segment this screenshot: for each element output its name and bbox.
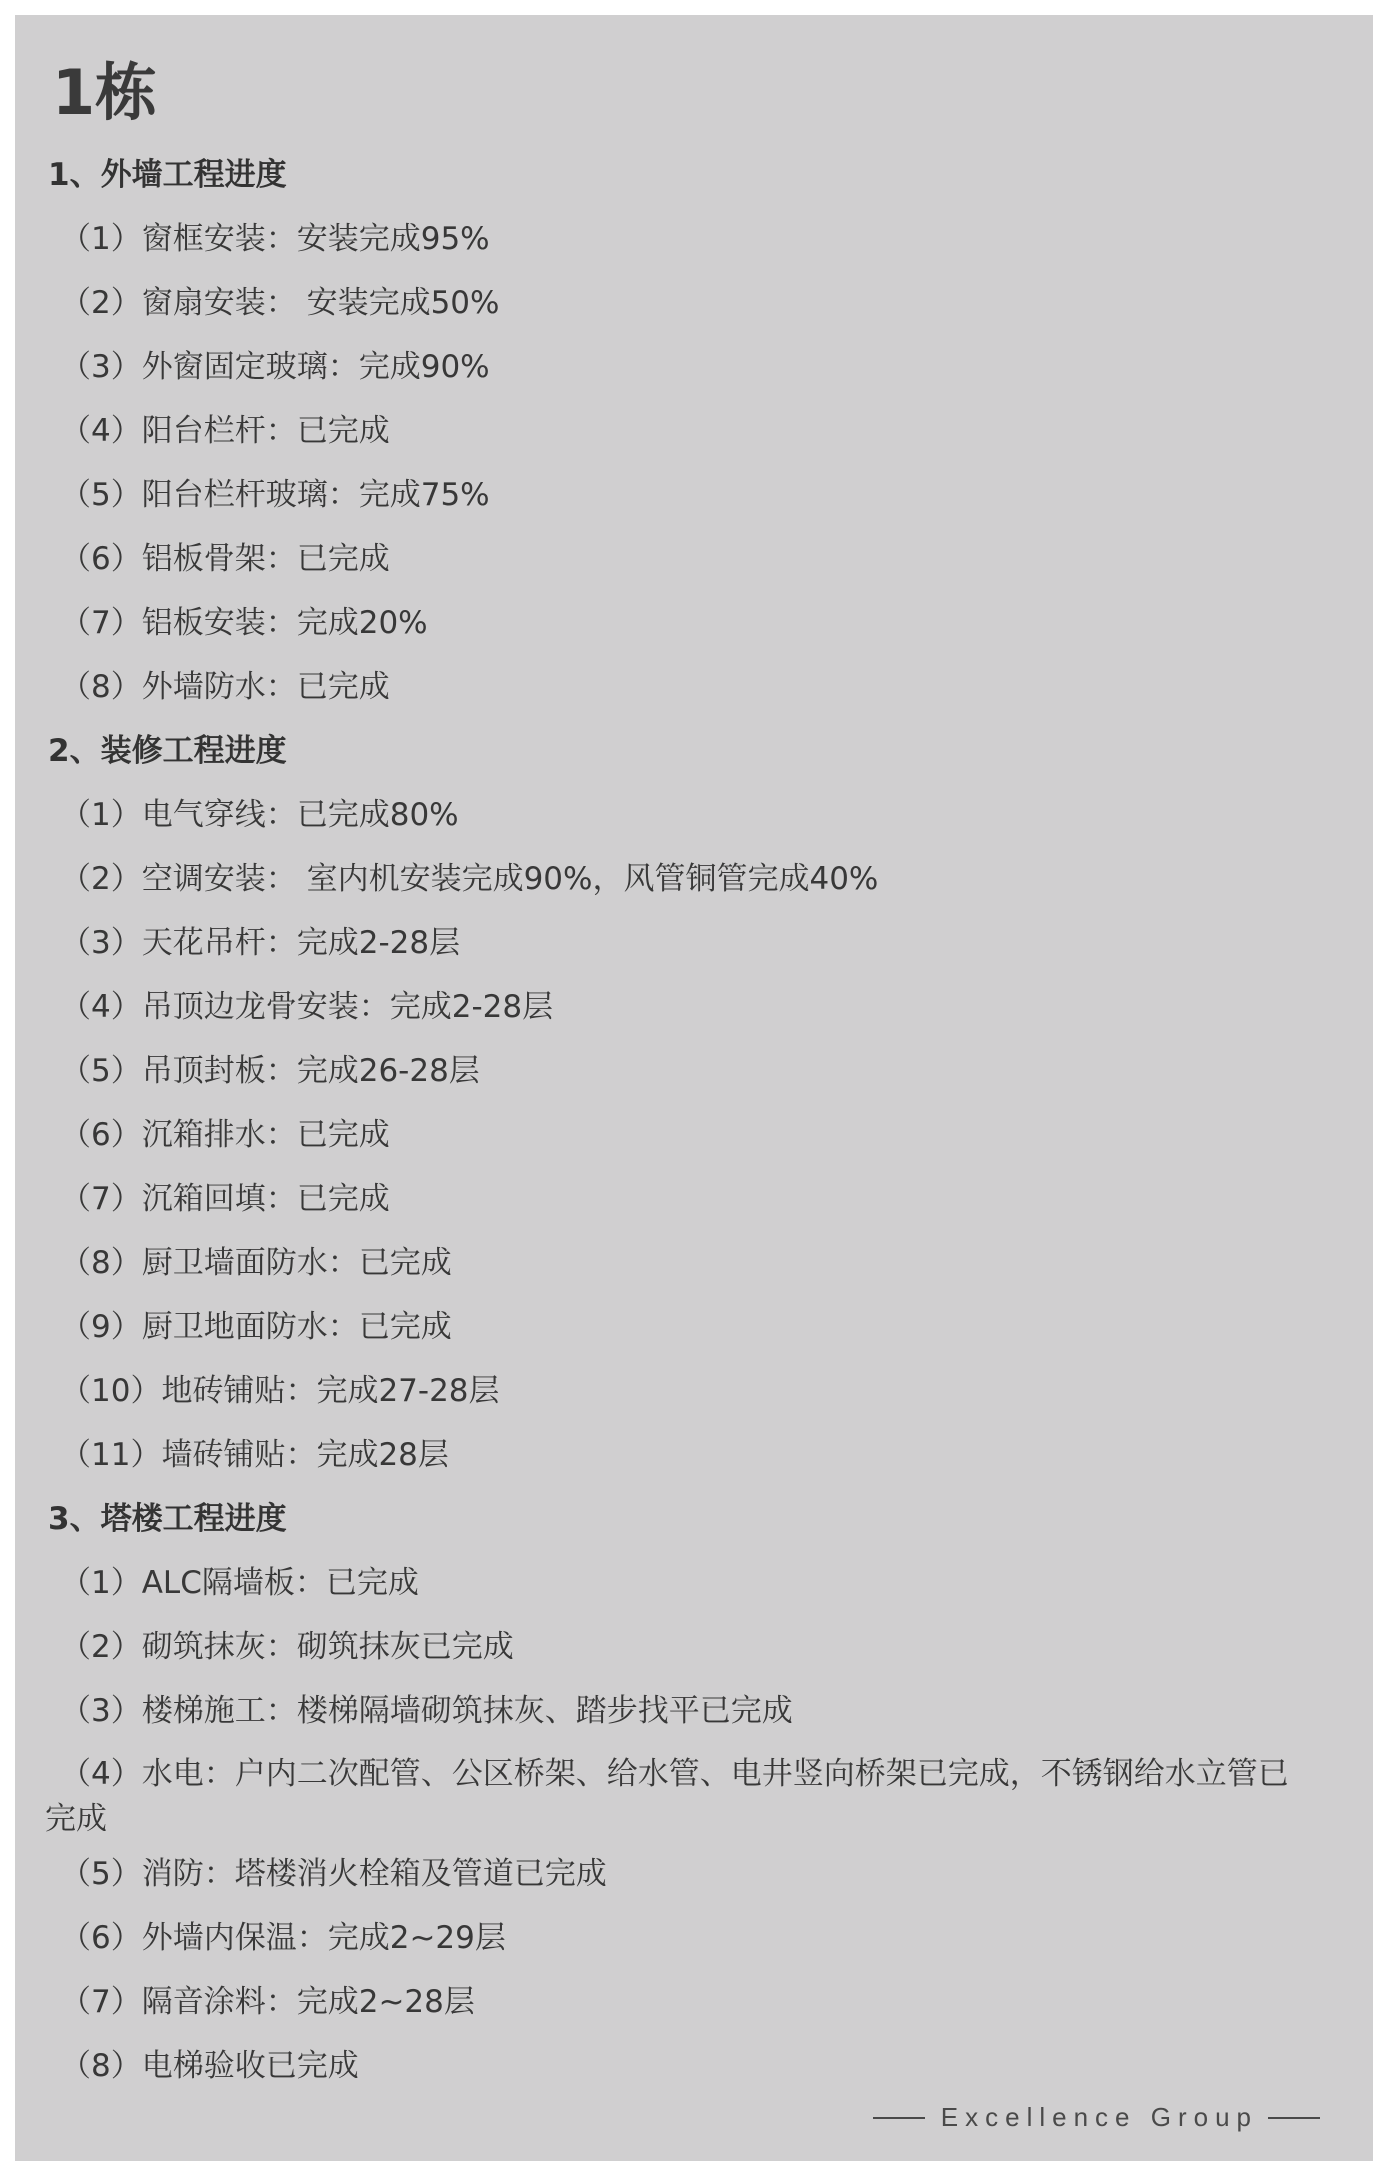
list-item: （5）阳台栏杆玻璃：完成75%	[60, 477, 490, 513]
list-item: （6）外墙内保温：完成2~29层	[60, 1920, 506, 1956]
list-item: （5）消防：塔楼消火栓箱及管道已完成	[60, 1856, 607, 1892]
page-title: 1栋	[52, 56, 158, 129]
list-item: （5）吊顶封板：完成26-28层	[60, 1053, 480, 1089]
list-item: （8）厨卫墙面防水：已完成	[60, 1245, 452, 1281]
list-item-text: （4）水电：户内二次配管、公区桥架、给水管、电井竖向桥架已完成，不锈钢给水立管已	[60, 1756, 1289, 1792]
list-item: （3）楼梯施工：楼梯隔墙砌筑抹灰、踏步找平已完成	[60, 1693, 793, 1729]
list-item-wrapped	[45, 1743, 1333, 1842]
list-item: （2）窗扇安装： 安装完成50%	[60, 285, 500, 321]
footer-brand	[873, 2102, 1320, 2133]
footer-brand-text: Excellence Group	[940, 2102, 1258, 2132]
list-item: （4）阳台栏杆：已完成	[60, 413, 390, 449]
list-item: （9）厨卫地面防水：已完成	[60, 1309, 452, 1345]
footer-divider-right	[1268, 2117, 1320, 2119]
list-item: （7）铝板安装：完成20%	[60, 605, 428, 641]
content-card	[15, 15, 1373, 2161]
section-heading-tower: 3、塔楼工程进度	[48, 1501, 287, 1537]
list-item: （1）电气穿线：已完成80%	[60, 797, 459, 833]
list-item: （6）沉箱排水：已完成	[60, 1117, 390, 1153]
list-item: （8）电梯验收已完成	[60, 2048, 359, 2084]
list-item: （1）窗框安装：安装完成95%	[60, 221, 490, 257]
list-item: （4）吊顶边龙骨安装：完成2-28层	[60, 989, 554, 1025]
list-item: （2）空调安装： 室内机安装完成90%，风管铜管完成40%	[60, 861, 879, 897]
list-item: （2）砌筑抹灰：砌筑抹灰已完成	[60, 1629, 514, 1665]
list-item-continuation: 完成	[45, 1801, 107, 1837]
list-item: （1）ALC隔墙板：已完成	[60, 1565, 419, 1601]
list-item: （6）铝板骨架：已完成	[60, 541, 390, 577]
section-heading-exterior-wall: 1、外墙工程进度	[48, 157, 287, 193]
section-heading-decoration: 2、装修工程进度	[48, 733, 287, 769]
list-item: （7）沉箱回填：已完成	[60, 1181, 390, 1217]
list-item: （8）外墙防水：已完成	[60, 669, 390, 705]
list-item: （10）地砖铺贴：完成27-28层	[60, 1373, 500, 1409]
list-item: （3）外窗固定玻璃：完成90%	[60, 349, 490, 385]
list-item: （11）墙砖铺贴：完成28层	[60, 1437, 449, 1473]
footer-divider-left	[873, 2117, 925, 2119]
list-item: （7）隔音涂料：完成2~28层	[60, 1984, 475, 2020]
list-item: （3）天花吊杆：完成2-28层	[60, 925, 461, 961]
